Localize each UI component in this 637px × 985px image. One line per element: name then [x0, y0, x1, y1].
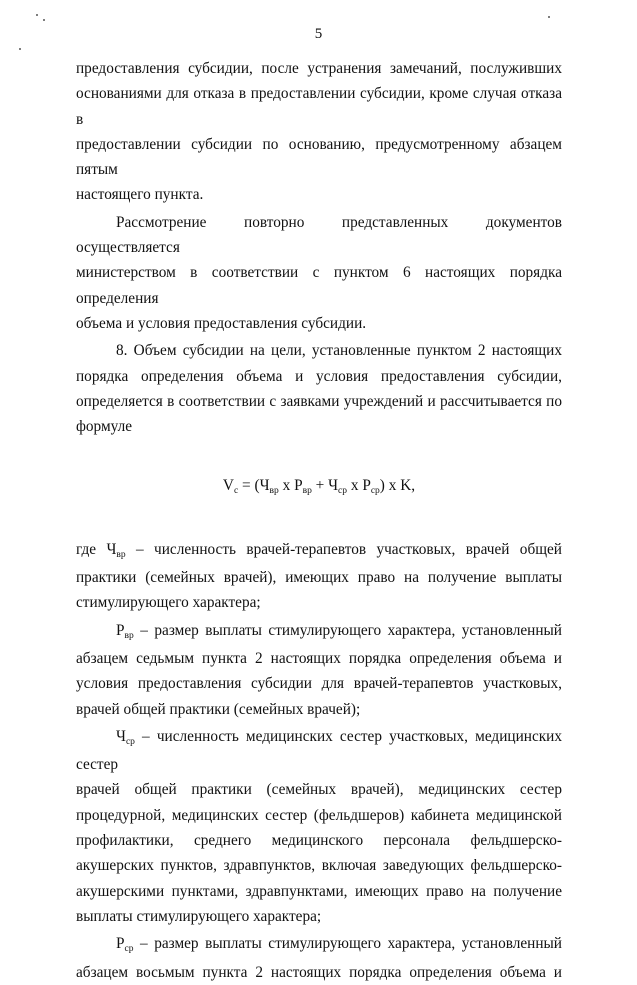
- paragraph-7: [76, 931, 562, 985]
- text-line: абзацем восьмым пункта 2 настоящих порядка определения объема и: [76, 963, 562, 981]
- text-line: врачей общей практики (семейных врачей);: [76, 700, 361, 718]
- scan-speck: [19, 48, 21, 50]
- text-line: профилактики, среднего медицинского персонала фельдшерско-: [76, 832, 562, 850]
- text-line: где Чвр – численность врачей-терапевтов участковых, врачей общей: [76, 540, 562, 560]
- text-line: основаниями для отказа в предоставлении субсидии, кроме случая отказа в: [76, 85, 562, 128]
- text-line: абзацем седьмым пункта 2 настоящих порядка определения объема и: [76, 649, 562, 667]
- text-line: порядка определения объема и условия предоставления субсидии,: [76, 367, 562, 385]
- text-line: Рср – размер выплаты стимулирующего характера, установленный: [116, 935, 562, 955]
- text-line: практики (семейных врачей), имеющих право на получение выплаты: [76, 569, 562, 587]
- text-line: акушерских пунктов, здравпунктов, включая заведующих фельдшерско-: [76, 857, 562, 875]
- text-line: выплаты стимулирующего характера;: [76, 907, 322, 925]
- text-line: определяется в соответствии с заявками учреждений и рассчитывается по: [76, 392, 562, 410]
- paragraph-5: [76, 618, 562, 722]
- text-line: 8. Объем субсидии на цели, установленные пунктом 2 настоящих: [116, 342, 562, 360]
- paragraph-4: [76, 537, 562, 616]
- text-line: объема и условия предоставления субсидии.: [76, 314, 367, 332]
- text-line: формуле: [76, 418, 133, 436]
- text-line: условия предоставления субсидии для врачей-терапевтов участковых,: [76, 675, 562, 693]
- text-line: Чср – численность медицинских сестер участковых, медицинских сестер: [76, 727, 562, 774]
- text-line: стимулирующего характера;: [76, 594, 261, 612]
- subsidy-formula: Vc = (Чвр x Рвр + Чср x Рср) x K,: [222, 477, 416, 497]
- paragraph-6: [76, 724, 562, 929]
- text-line: акушерскими пунктами, здравпунктами, имеющих право на получение: [76, 882, 562, 900]
- text-line: предоставления субсидии, после устранения замечаний, послуживших: [76, 60, 562, 77]
- text-line: Рассмотрение повторно представленных документов осуществляется: [76, 213, 562, 257]
- scan-speck: [43, 19, 45, 21]
- text-line: предоставлении субсидии по основанию, предусмотренному абзацем пятым: [76, 135, 562, 179]
- paragraph-2: [76, 210, 562, 336]
- paragraph-1: [76, 56, 562, 208]
- text-line: настоящего пункта.: [76, 186, 204, 204]
- scan-speck: [548, 16, 550, 18]
- scan-speck: [36, 14, 38, 16]
- text-line: процедурной, медицинских сестер (фельдшеров) кабинета медицинской: [76, 806, 562, 824]
- text-line: врачей общей практики (семейных врачей), медицинских сестер: [76, 781, 562, 799]
- text-line: Рвр – размер выплаты стимулирующего характера, установленный: [116, 621, 562, 641]
- page-number: 5: [314, 26, 323, 42]
- document-body: [76, 56, 562, 985]
- text-line: министерством в соответствии с пунктом 6 настоящих порядка определения: [76, 264, 562, 307]
- paragraph-3: [76, 338, 562, 439]
